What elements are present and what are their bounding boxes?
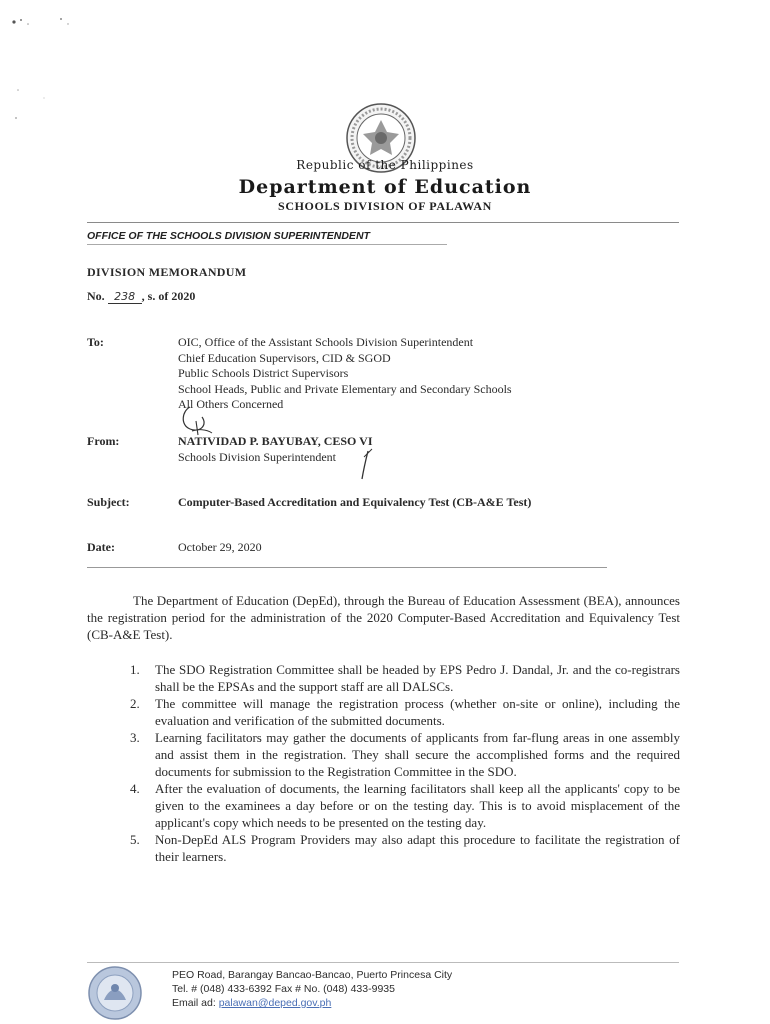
list-item (130, 780, 680, 831)
list-item-number: 1. (130, 662, 140, 677)
list-item (130, 729, 680, 780)
footer-divider (87, 962, 679, 963)
list-item-text: After the evaluation of documents, the learning facilitators shall keep all the applicants' copy to be given to the examinees a day before or on the testing day. This is to avoid misplacement of the applicant's copy which needs to be presented on the testing day. (155, 781, 680, 830)
division-heading: SCHOOLS DIVISION OF PALAWAN (278, 199, 492, 213)
footer-email-link[interactable]: palawan@deped.gov.ph (218, 997, 332, 1009)
office-underline (87, 244, 447, 245)
list-item-number: 5. (130, 832, 140, 847)
recipient-item: Chief Education Supervisors, CID & SGOD (178, 350, 391, 365)
footer-address: PEO Road, Barangay Bancao-Bancao, Puerto Princesa City (172, 969, 453, 981)
department-heading: Department of Education (238, 176, 532, 198)
memo-number-prefix: No. (87, 289, 105, 303)
recipient-item: School Heads, Public and Private Elementary and Secondary Schools (178, 381, 512, 396)
recipient-item: All Others Concerned (178, 397, 284, 411)
sender-title: Schools Division Superintendent (178, 450, 336, 464)
footer-phone: Tel. # (048) 433-6392 Fax # No. (048) 433-9935 (172, 983, 395, 995)
recipient-item: Public Schools District Supervisors (178, 366, 349, 380)
footer-email-label: Email ad: (172, 997, 216, 1009)
procedure-list (130, 661, 680, 865)
subject-text: Computer-Based Accreditation and Equivalency Test (CB-A&E Test) (178, 495, 532, 509)
header-divider (87, 567, 607, 568)
scan-artifacts (6, 10, 126, 130)
date-label: Date: (87, 540, 115, 554)
letterhead-divider (87, 222, 679, 223)
handwritten-signature (168, 395, 388, 485)
list-item (130, 695, 680, 729)
memo-number-suffix: , s. of 2020 (141, 289, 196, 303)
list-item (130, 831, 680, 865)
to-label: To: (87, 335, 104, 349)
sdo-palawan-seal-icon (88, 966, 142, 1020)
sender-name: NATIVIDAD P. BAYUBAY, CESO VI (178, 434, 373, 448)
subject-label: Subject: (87, 495, 130, 509)
intro-paragraph: The Department of Education (DepEd), through the Bureau of Education Assessment (BEA), announces the registration period for the administration of the 2020 Computer-Based Accreditation and Equivalency Test (CB-A&E Test). (87, 593, 680, 642)
list-item-number: 4. (130, 781, 140, 796)
list-item-text: The committee will manage the registration process (whether on-site or online), including the evaluation and verification of the submitted documents. (155, 696, 680, 728)
list-item-text: Learning facilitators may gather the documents of applicants from far-flung areas in one assembly and assist them in the registration. They shall secure the accomplished forms and the required documents for submission to the Registration Committee in the SDO. (155, 730, 680, 779)
recipient-item: OIC, Office of the Assistant Schools Division Superintendent (178, 335, 474, 349)
list-item (130, 661, 680, 695)
list-item-text: The SDO Registration Committee shall be headed by EPS Pedro J. Dandal, Jr. and the co-registrars shall be the EPSAs and the support staff are all DALSCs. (155, 662, 680, 694)
memo-number-value: 238 (108, 290, 142, 304)
date-text: October 29, 2020 (178, 540, 262, 554)
footer-contact (172, 968, 452, 1010)
office-heading: OFFICE OF THE SCHOOLS DIVISION SUPERINTENDENT (87, 230, 370, 242)
from-label: From: (87, 434, 120, 448)
footer-email-line (172, 996, 452, 1010)
republic-heading: Republic of the Philippines (296, 158, 474, 172)
memo-number (87, 289, 195, 304)
list-item-number: 2. (130, 696, 140, 711)
memo-title: DIVISION MEMORANDUM (87, 265, 247, 279)
list-item-number: 3. (130, 730, 140, 745)
list-item-text: Non-DepEd ALS Program Providers may also adapt this procedure to facilitate the registration of their learners. (155, 832, 680, 864)
